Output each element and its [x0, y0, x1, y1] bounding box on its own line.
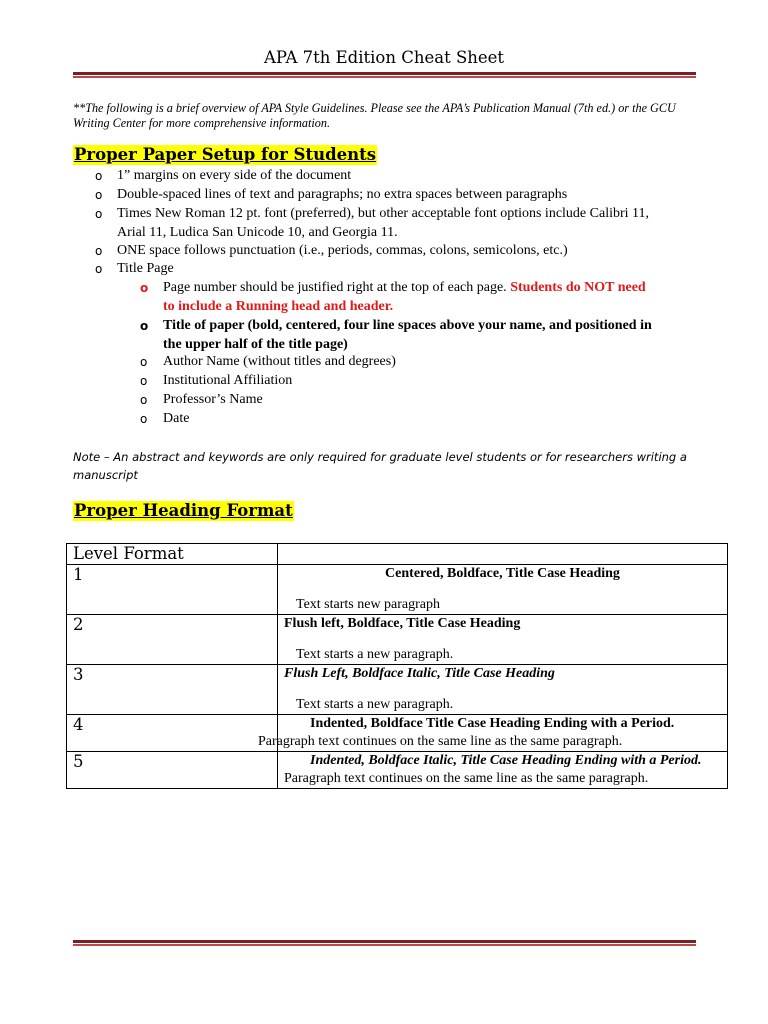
- bullet-icon: o: [140, 319, 149, 333]
- level-body: Paragraph text continues on the same line as the same paragraph.: [284, 771, 649, 786]
- list-item: [140, 353, 708, 372]
- level-number: 3: [67, 665, 278, 715]
- table-cell: [258, 715, 728, 752]
- table-cell: [278, 565, 728, 615]
- list-item: [140, 391, 708, 410]
- table-row: [67, 665, 728, 715]
- bullet-icon: o: [95, 244, 103, 258]
- table-cell: [278, 665, 728, 715]
- list-item-text: Page number should be justified right at the top of each page.: [163, 280, 507, 295]
- level-number: 4: [67, 715, 278, 752]
- list-item: [95, 167, 707, 186]
- list-item-text: Professor’s Name: [163, 392, 263, 407]
- level-body: Paragraph text continues on the same line as the same paragraph.: [258, 734, 623, 749]
- level-format-paragraph: [258, 715, 721, 751]
- table-row: [67, 752, 728, 789]
- bullet-icon: o: [140, 281, 149, 295]
- level-format-paragraph: [284, 752, 721, 788]
- bullet-icon: o: [95, 207, 103, 221]
- list-item-text: Institutional Affiliation: [163, 373, 293, 388]
- level-format: Centered, Boldface, Title Case Heading: [385, 566, 620, 581]
- table-cell: [278, 544, 728, 565]
- col-header-level-format: Level Format: [67, 544, 278, 565]
- list-item: [140, 279, 708, 316]
- list-item: [140, 317, 708, 354]
- bullet-icon: o: [140, 355, 148, 369]
- level-body: Text starts a new paragraph.: [296, 697, 454, 712]
- table-cell: [278, 615, 728, 665]
- list-item-text: Title of paper (bold, centered, four line spaces above your name, and positioned in: [163, 318, 652, 333]
- level-number: 2: [67, 615, 278, 665]
- level-format: Flush Left, Boldface Italic, Title Case Heading: [284, 666, 555, 681]
- bullet-icon: o: [140, 412, 148, 426]
- footer-divider: [73, 940, 696, 946]
- list-item-text: Date: [163, 411, 190, 426]
- level-format: Indented, Boldface Italic, Title Case Heading Ending with a Period.: [310, 753, 702, 768]
- level-number: 5: [67, 752, 278, 789]
- list-item-text: Title Page: [117, 261, 174, 276]
- list-item: [140, 372, 708, 391]
- warning-text: to include a Running head and header.: [163, 298, 394, 314]
- list-item-text: Arial 11, Ludica San Unicode 10, and Georgia 11.: [117, 224, 398, 240]
- list-item-text: Author Name (without titles and degrees): [163, 354, 396, 369]
- list-item: [95, 205, 707, 242]
- list-item-text: Double-spaced lines of text and paragraphs; no extra spaces between paragraphs: [117, 187, 568, 202]
- level-body: Text starts new paragraph: [296, 597, 441, 612]
- list-item: [95, 242, 707, 261]
- intro-text: **The following is a brief overview of APA Style Guidelines. Please see the APA’s Publication Manual (7th ed.) or the GCU Writing Center for more comprehensive information.: [73, 101, 676, 130]
- list-item-text: Times New Roman 12 pt. font (preferred), but other acceptable font options include Calibri 11,: [117, 206, 649, 221]
- table-cell: [278, 752, 728, 789]
- bullet-icon: o: [95, 262, 103, 276]
- page-title: APA 7th Edition Cheat Sheet: [263, 48, 505, 67]
- list-item-text: ONE space follows punctuation (i.e., periods, commas, colons, semicolons, etc.): [117, 243, 568, 258]
- warning-text: Students do NOT need: [510, 280, 646, 295]
- level-body: Text starts a new paragraph.: [296, 647, 454, 662]
- table-row: [67, 615, 728, 665]
- list-item-text: the upper half of the title page): [163, 336, 348, 352]
- table-row: [67, 565, 728, 615]
- bullet-icon: o: [95, 169, 103, 183]
- level-format: Flush left, Boldface, Title Case Heading: [284, 616, 521, 631]
- list-item-text: 1” margins on every side of the document: [117, 168, 352, 183]
- bullet-icon: o: [95, 188, 103, 202]
- table-row: [67, 544, 728, 565]
- list-item: [95, 260, 707, 279]
- setup-heading: Proper Paper Setup for Students: [74, 145, 377, 164]
- bullet-icon: o: [140, 374, 148, 388]
- list-item: [95, 186, 707, 205]
- level-format: Indented, Boldface Title Case Heading Ending with a Period.: [310, 716, 675, 731]
- heading-format-table: [66, 543, 728, 789]
- level-number: 1: [67, 565, 278, 615]
- list-item: [140, 410, 708, 429]
- note-text: Note – An abstract and keywords are only required for graduate level students or for researchers writing a manuscript: [73, 450, 687, 482]
- header-divider: [73, 72, 696, 78]
- heading-format-heading: Proper Heading Format: [74, 501, 293, 520]
- table-row: [67, 715, 728, 752]
- bullet-icon: o: [140, 393, 148, 407]
